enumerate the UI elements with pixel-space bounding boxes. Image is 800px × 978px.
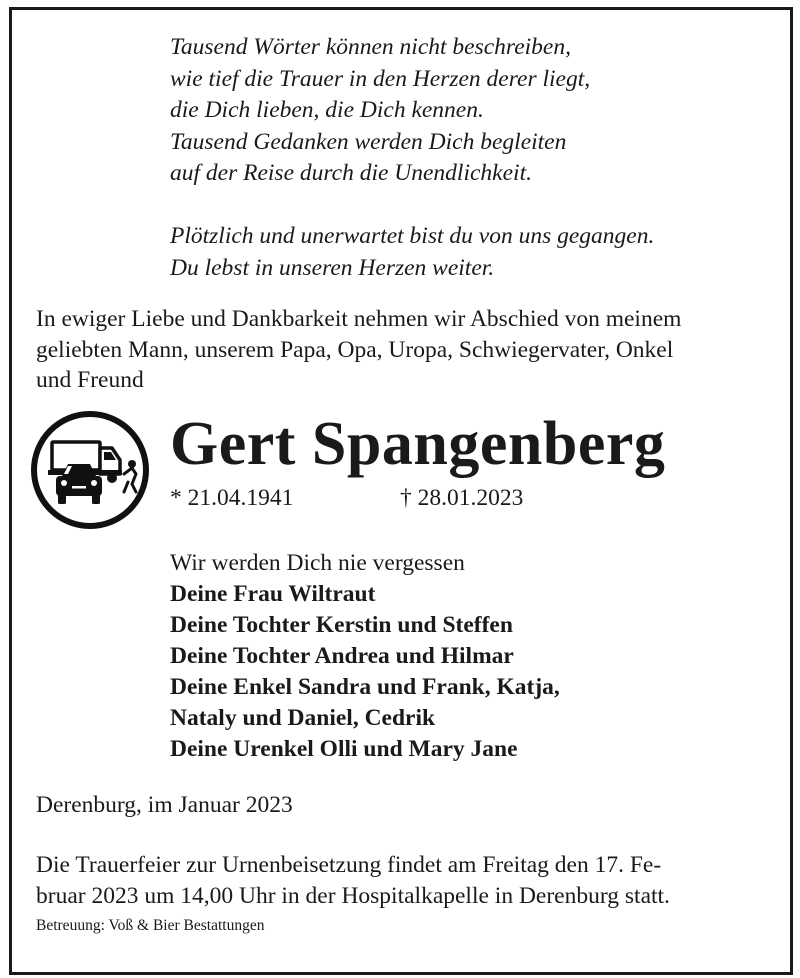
poem-line: Plötzlich und unerwartet bist du von uns gegangen.	[170, 223, 655, 249]
funeral-service-info	[36, 850, 776, 911]
birth-date: * 21.04.1941	[170, 485, 294, 511]
mourner-line: Deine Tochter Kerstin und Steffen	[170, 612, 513, 638]
mourners-opening: Wir werden Dich nie vergessen	[170, 550, 465, 576]
farewell-intro	[36, 304, 776, 396]
poem-line: wie tief die Trauer in den Herzen derer liegt,	[170, 65, 591, 92]
deceased-name: Gert Spangenberg	[170, 410, 666, 478]
poem-line: die Dich lieben, die Dich kennen.	[170, 97, 484, 123]
poem-line: Tausend Gedanken werden Dich begleiten	[170, 128, 567, 155]
poem-line: auf der Reise durch die Unendlichkeit.	[170, 160, 532, 186]
mourners-list	[170, 548, 770, 765]
place-and-date: Derenburg, im Januar 2023	[36, 792, 293, 818]
funeral-home-credit: Betreuung: Voß & Bier Bestattungen	[36, 917, 265, 934]
poem-line: Du lebst in unseren Herzen weiter.	[170, 254, 495, 281]
intro-line: In ewiger Liebe und Dankbarkeit nehmen wir Abschied von meinem	[36, 306, 682, 332]
mourner-line: Deine Urenkel Olli und Mary Jane	[170, 736, 518, 762]
stanza-gap	[170, 190, 770, 222]
death-date: † 28.01.2023	[400, 485, 524, 511]
intro-line: und Freund	[36, 367, 144, 393]
poem	[170, 32, 770, 284]
truck-and-car-circle-icon	[28, 408, 152, 532]
mourner-line: Deine Frau Wiltraut	[170, 581, 376, 607]
intro-line: geliebten Mann, unserem Papa, Opa, Uropa, Schwiegervater, Onkel	[36, 336, 674, 363]
mourner-line: Nataly und Daniel, Cedrik	[170, 705, 436, 731]
mourner-line: Deine Enkel Sandra und Frank, Katja,	[170, 674, 560, 700]
service-line: bruar 2023 um 14,00 Uhr in der Hospitalkapelle in Derenburg statt.	[36, 882, 670, 909]
service-line: Die Trauerfeier zur Urnenbeisetzung findet am Freitag den 17. Fe-	[36, 852, 662, 878]
mourner-line: Deine Tochter Andrea und Hilmar	[170, 643, 514, 669]
poem-line: Tausend Wörter können nicht beschreiben,	[170, 34, 571, 60]
obituary-notice	[9, 7, 793, 975]
